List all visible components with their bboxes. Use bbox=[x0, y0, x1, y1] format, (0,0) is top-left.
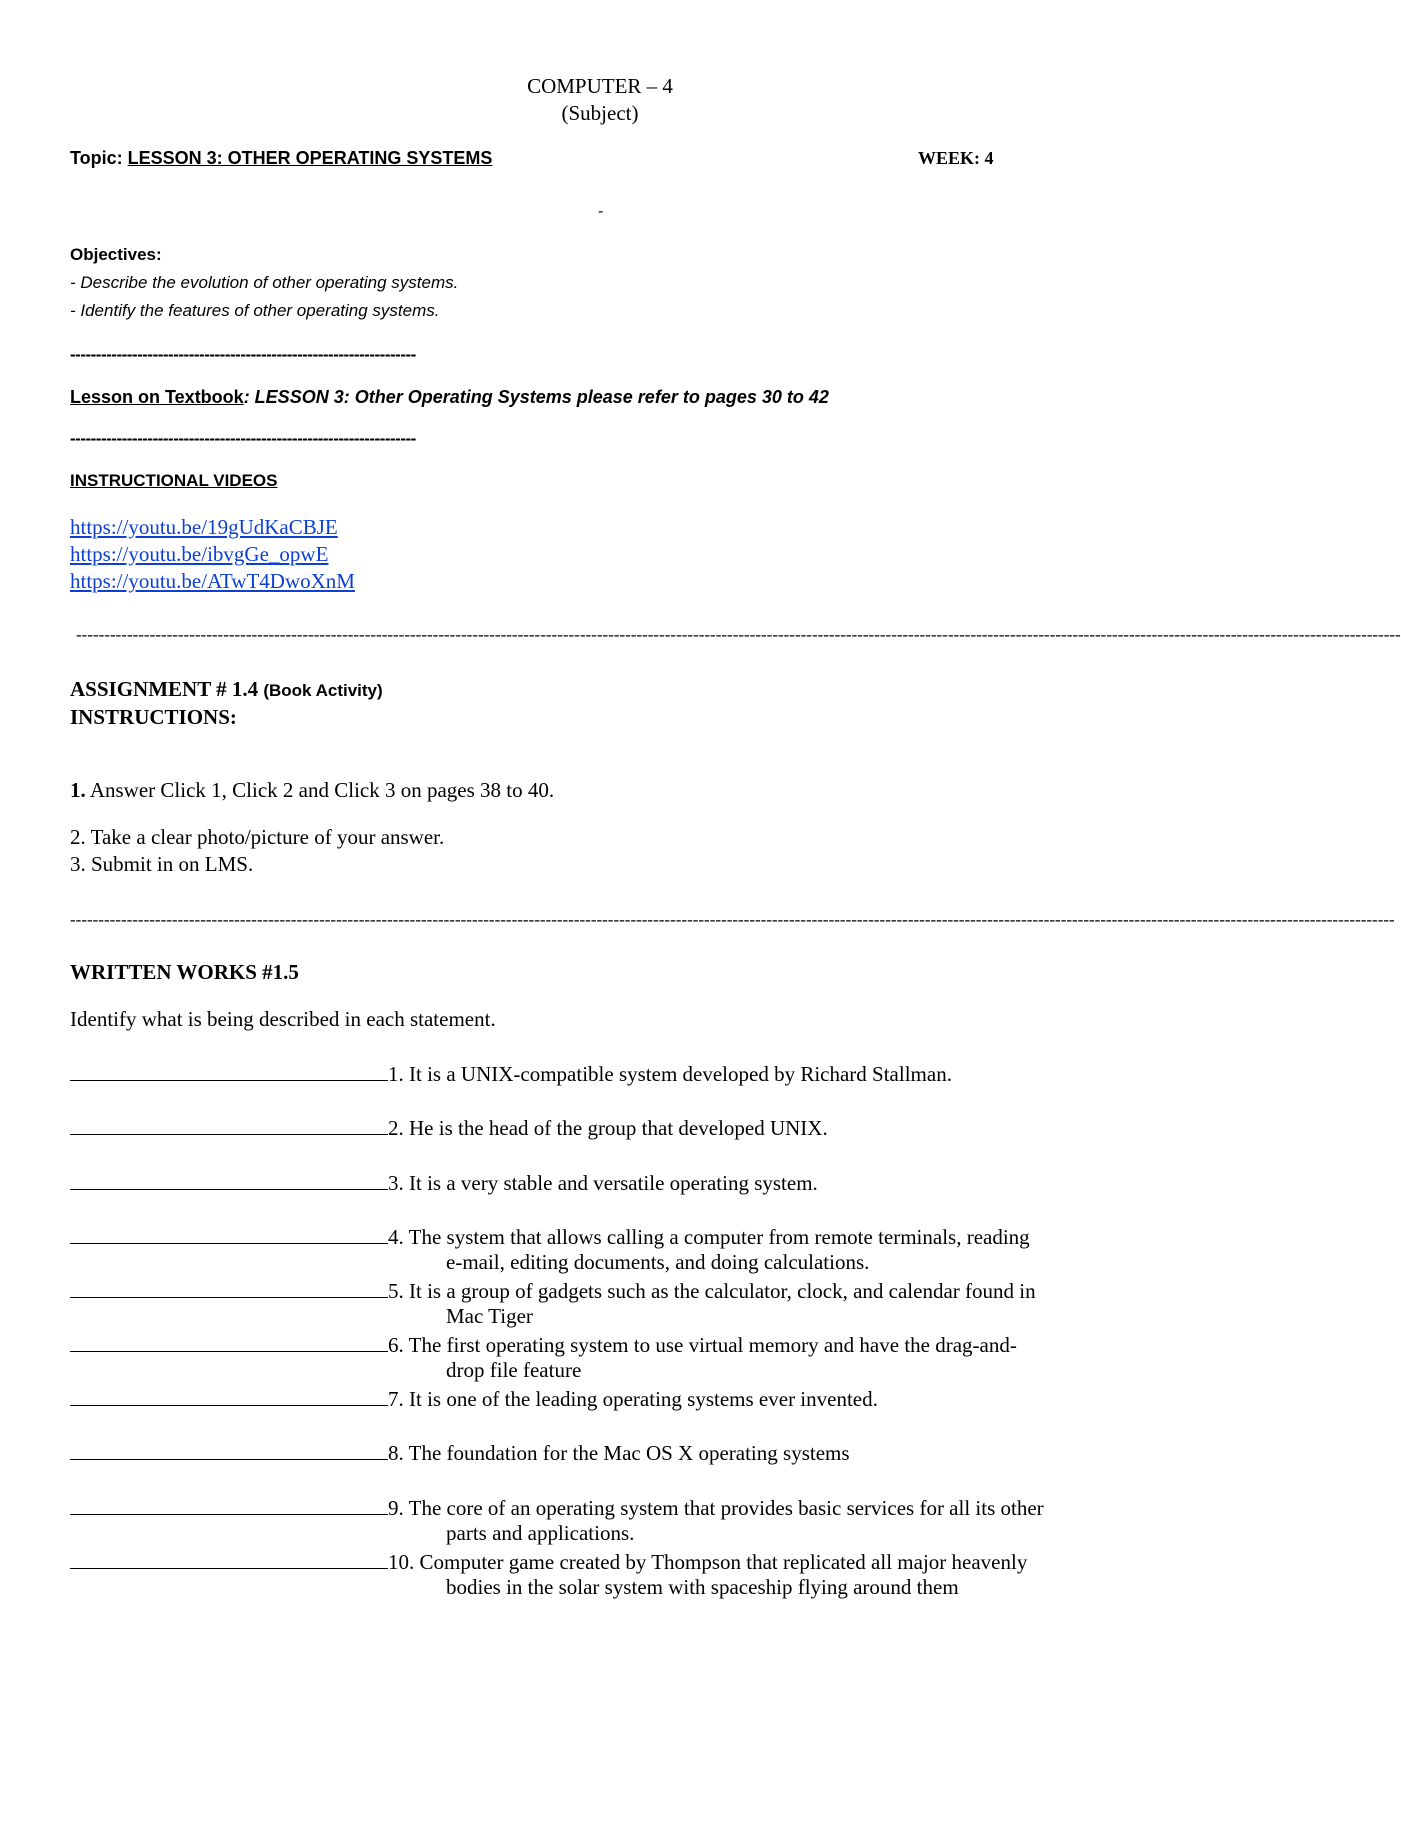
question-text: 1. It is a UNIX-compatible system developed by Richard Stallman. bbox=[388, 1062, 952, 1086]
objective-item: - Describe the evolution of other operating systems. bbox=[70, 273, 459, 292]
separator-line: ------------------------------------------------------------------------------------------------------------------------------------------------------------------------------------------------------------------------------------------ bbox=[70, 910, 1395, 929]
assignment-heading bbox=[70, 677, 383, 702]
question-continuation: drop file feature bbox=[446, 1358, 582, 1382]
question-continuation: e-mail, editing documents, and doing calculations. bbox=[446, 1250, 870, 1274]
assignment-note: (Book Activity) bbox=[263, 681, 383, 700]
step-number: 1. bbox=[70, 778, 86, 802]
answer-blank[interactable] bbox=[70, 1494, 388, 1515]
video-link[interactable]: https://youtu.be/ibvgGe_opwE bbox=[70, 542, 329, 566]
question-item bbox=[70, 1439, 850, 1466]
lesson-label: Lesson on Textbook bbox=[70, 387, 244, 407]
topic-value: LESSON 3: OTHER OPERATING SYSTEMS bbox=[127, 148, 493, 168]
separator-line: ------------------------------------------------------------------- bbox=[70, 429, 416, 448]
videos-heading: INSTRUCTIONAL VIDEOS bbox=[70, 471, 278, 490]
question-item bbox=[70, 1223, 1030, 1250]
question-item bbox=[70, 1060, 952, 1087]
answer-blank[interactable] bbox=[70, 1223, 388, 1244]
separator-line: ------------------------------------------------------------------- bbox=[70, 345, 416, 364]
page-title: COMPUTER – 4 bbox=[527, 74, 673, 98]
question-item bbox=[70, 1331, 1017, 1358]
answer-blank[interactable] bbox=[70, 1060, 388, 1081]
answer-blank[interactable] bbox=[70, 1385, 388, 1406]
answer-blank[interactable] bbox=[70, 1277, 388, 1298]
question-text: 6. The first operating system to use virtual memory and have the drag-and- bbox=[388, 1333, 1017, 1357]
answer-blank[interactable] bbox=[70, 1114, 388, 1135]
assignment-title: ASSIGNMENT # 1.4 bbox=[70, 677, 264, 701]
week-label: WEEK: 4 bbox=[918, 148, 994, 168]
question-text: 9. The core of an operating system that provides basic services for all its other bbox=[388, 1496, 1044, 1520]
question-continuation: parts and applications. bbox=[446, 1521, 635, 1545]
lesson-details: : LESSON 3: Other Operating Systems please refer to pages 30 to 42 bbox=[243, 387, 829, 407]
question-item bbox=[70, 1277, 1036, 1304]
question-item bbox=[70, 1494, 1044, 1521]
instructions-heading: INSTRUCTIONS: bbox=[70, 705, 237, 729]
instruction-step bbox=[70, 778, 554, 803]
written-works-description: Identify what is being described in each statement. bbox=[70, 1007, 496, 1031]
question-item bbox=[70, 1385, 878, 1412]
answer-blank[interactable] bbox=[70, 1169, 388, 1190]
question-continuation: bodies in the solar system with spaceship flying around them bbox=[446, 1575, 959, 1599]
page-subtitle: (Subject) bbox=[561, 101, 639, 125]
step-text: Answer Click 1, Click 2 and Click 3 on pages 38 to 40. bbox=[85, 778, 555, 802]
instruction-step: 3. Submit in on LMS. bbox=[70, 852, 254, 876]
question-text: 2. He is the head of the group that developed UNIX. bbox=[388, 1116, 828, 1140]
answer-blank[interactable] bbox=[70, 1439, 388, 1460]
objective-item: - Identify the features of other operating systems. bbox=[70, 301, 440, 320]
instruction-step: 2. Take a clear photo/picture of your answer. bbox=[70, 825, 445, 849]
question-text: 4. The system that allows calling a computer from remote terminals, reading bbox=[388, 1225, 1030, 1249]
question-item bbox=[70, 1169, 818, 1196]
question-item bbox=[70, 1114, 828, 1141]
objectives-heading: Objectives: bbox=[70, 245, 162, 264]
question-continuation: Mac Tiger bbox=[446, 1304, 533, 1328]
question-text: 7. It is one of the leading operating systems ever invented. bbox=[388, 1387, 878, 1411]
question-text: 10. Computer game created by Thompson that replicated all major heavenly bbox=[388, 1550, 1028, 1574]
video-link[interactable]: https://youtu.be/ATwT4DwoXnM bbox=[70, 569, 355, 593]
topic-label: Topic: bbox=[70, 148, 128, 168]
question-text: 8. The foundation for the Mac OS X operating systems bbox=[388, 1441, 850, 1465]
video-link[interactable]: https://youtu.be/19gUdKaCBJE bbox=[70, 515, 338, 539]
answer-blank[interactable] bbox=[70, 1331, 388, 1352]
question-item bbox=[70, 1548, 1027, 1575]
question-text: 3. It is a very stable and versatile operating system. bbox=[388, 1171, 818, 1195]
dash-mark: - bbox=[598, 203, 604, 220]
answer-blank[interactable] bbox=[70, 1548, 388, 1569]
written-works-heading: WRITTEN WORKS #1.5 bbox=[70, 960, 299, 984]
question-text: 5. It is a group of gadgets such as the calculator, clock, and calendar found in bbox=[388, 1279, 1036, 1303]
topic-line bbox=[70, 148, 492, 169]
separator-line: ------------------------------------------------------------------------------------------------------------------------------------------------------------------------------------------------------------------------------------------ bbox=[76, 625, 1401, 644]
lesson-reference bbox=[70, 387, 829, 408]
